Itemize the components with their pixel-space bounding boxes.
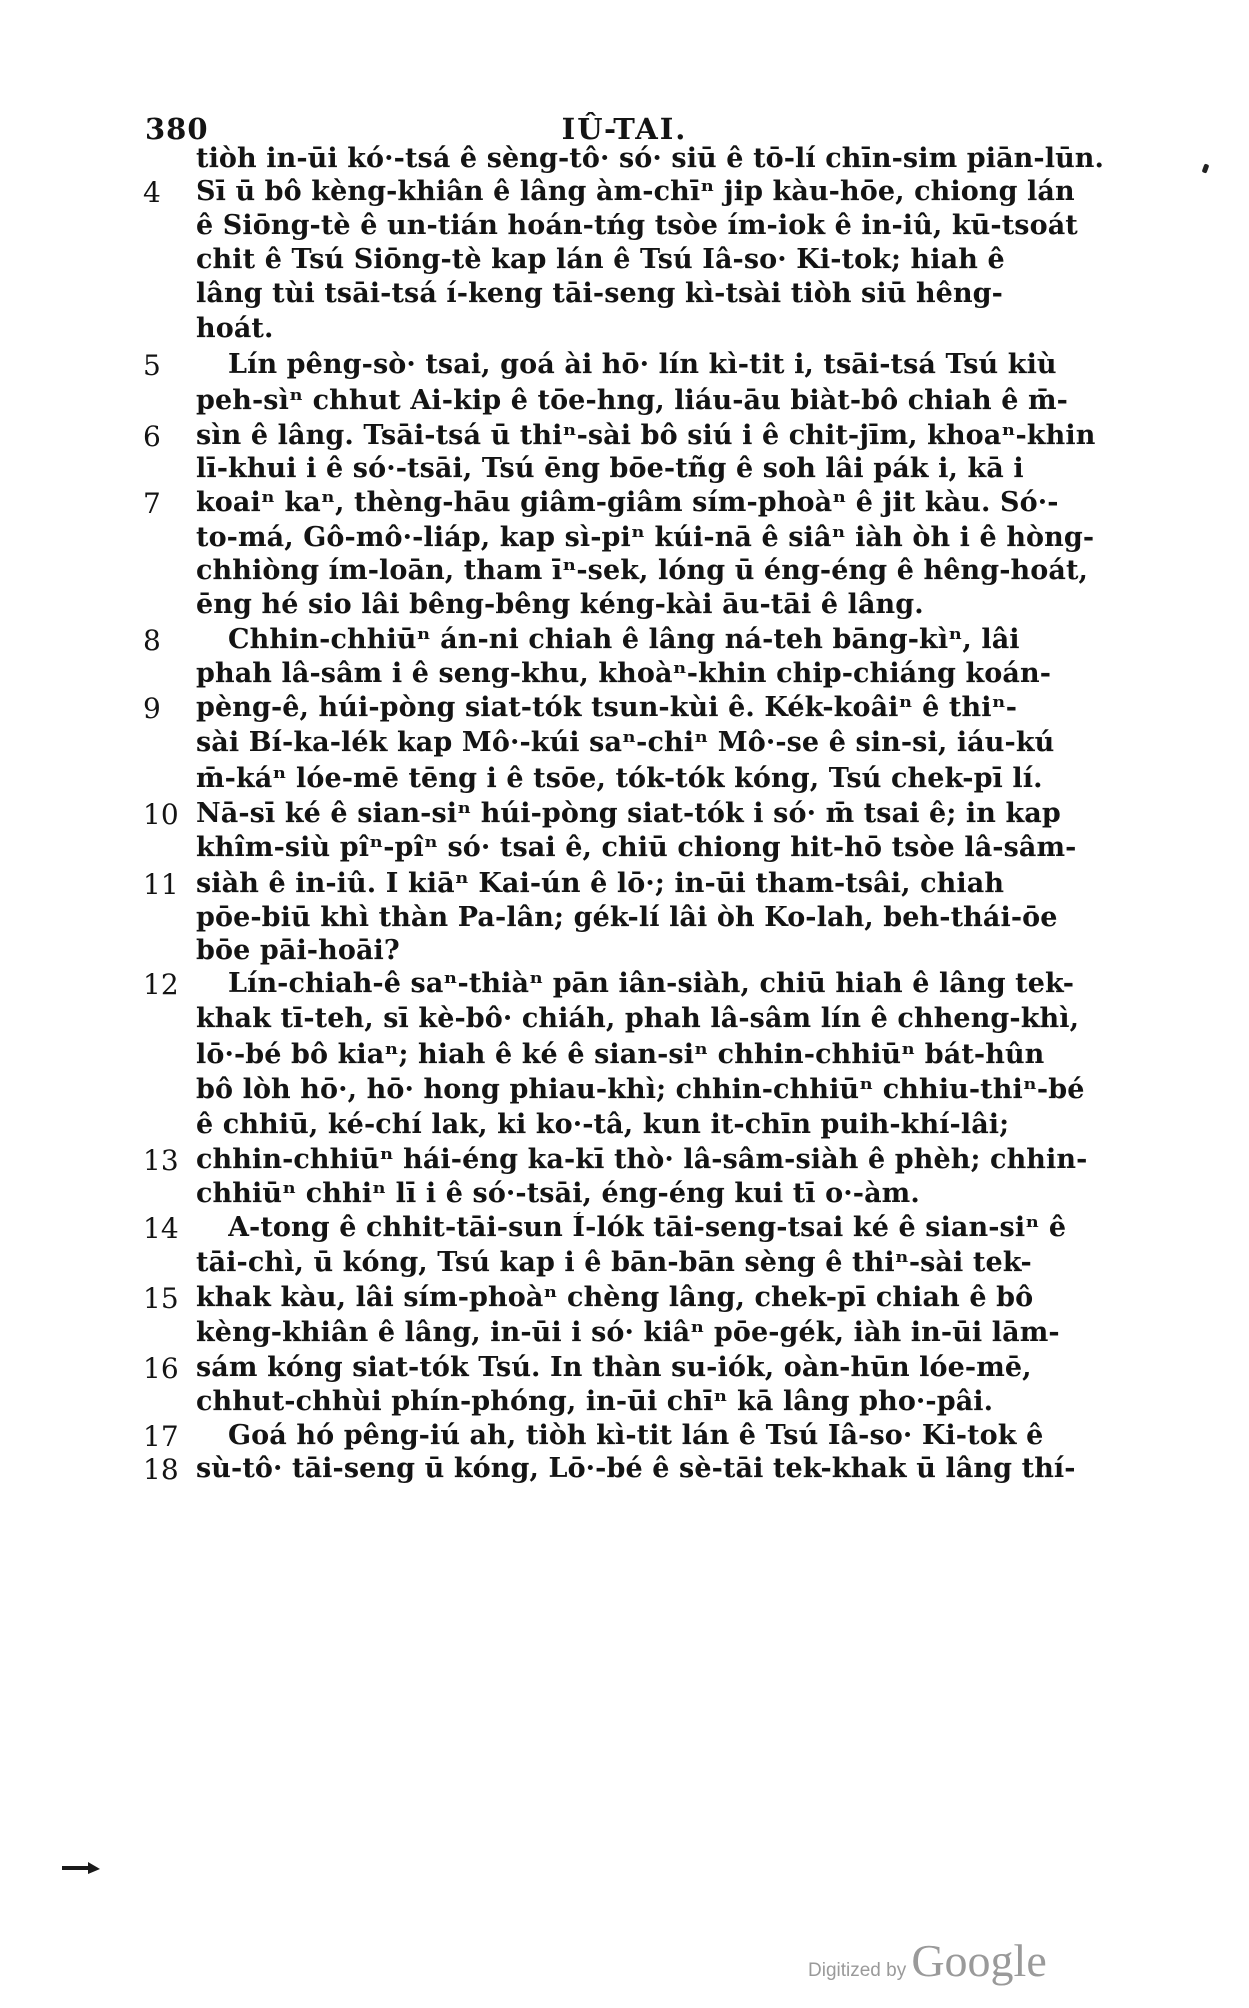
digitized-watermark	[808, 1934, 1047, 1987]
text-line: Lín-chiah-ê saⁿ-thiàⁿ pān iân-siàh, chiū hiah ê lâng tek-	[228, 968, 1075, 999]
margin-pointer-icon	[62, 1860, 102, 1880]
verse-number: 18	[143, 1453, 179, 1486]
text-line: Sī ū bô kèng-khiân ê lâng àm-chīⁿ jip kàu-hōe, chiong lán	[196, 176, 1075, 207]
running-title: IÛ-TAI.	[561, 112, 688, 146]
text-line: Lín pêng-sò· tsai, goá ài hō· lín kì-tit i, tsāi-tsá Tsú kiù	[228, 349, 1057, 380]
verse-number: 13	[143, 1144, 179, 1177]
text-line: lī-khui i ê só·-tsāi, Tsú ēng bōe-tñg ê soh lâi pák i, kā i	[196, 453, 1024, 484]
verse-number: 11	[143, 868, 179, 901]
verse-number: 15	[143, 1282, 179, 1315]
verse-number: 6	[143, 420, 161, 453]
text-line: bōe pāi-hoāi?	[196, 935, 400, 966]
text-line: Chhin-chhiūⁿ án-ni chiah ê lâng ná-teh bāng-kìⁿ, lâi	[228, 624, 1020, 655]
text-line: chhiūⁿ chhiⁿ lī i ê só·-tsāi, éng-éng kui tī o·-àm.	[196, 1178, 920, 1209]
text-line: peh-sìⁿ chhut Ai-kip ê tōe-hng, liáu-āu biàt-bô chiah ê m̄-	[196, 385, 1068, 416]
verse-number: 9	[143, 692, 161, 725]
verse-number: 16	[143, 1352, 179, 1385]
text-line: khîm-siù pîⁿ-pîⁿ só· tsai ê, chiū chiong hit-hō tsòe lâ-sâm-	[196, 832, 1077, 863]
verse-number: 12	[143, 968, 179, 1001]
text-line: sìn ê lâng. Tsāi-tsá ū thiⁿ-sài bô siú i ê chit-jīm, khoaⁿ-khin	[196, 420, 1096, 451]
text-line: kèng-khiân ê lâng, in-ūi i só· kiâⁿ pōe-gék, iàh in-ūi lām-	[196, 1317, 1060, 1348]
text-line: to-má, Gô-mô·-liáp, kap sì-piⁿ kúi-nā ê siâⁿ iàh òh i ê hòng-	[196, 522, 1095, 553]
text-line: Nā-sī ké ê sian-siⁿ húi-pòng siat-tók i só· m̄ tsai ê; in kap	[196, 798, 1061, 829]
text-line: khak tī-teh, sī kè-bô· chiáh, phah lâ-sâm lín ê chheng-khì,	[196, 1003, 1080, 1034]
google-logo-text: Google	[911, 1935, 1047, 1986]
text-line: siàh ê in-iû. I kiāⁿ Kai-ún ê lō·; in-ūi tham-tsâi, chiah	[196, 868, 1005, 899]
text-line: tiòh in-ūi kó·-tsá ê sèng-tô· só· siū ê tō-lí chīn-sim piān-lūn.	[196, 143, 1105, 174]
text-line: pèng-ê, húi-pòng siat-tók tsun-kùi ê. Kék-koâiⁿ ê thiⁿ-	[196, 692, 1018, 723]
verse-number: 17	[143, 1420, 179, 1453]
verse-number: 4	[143, 176, 161, 209]
text-line: m̄-káⁿ lóe-mē tēng i ê tsōe, tók-tók kóng, Tsú chek-pī lí.	[196, 763, 1043, 794]
text-line: hoát.	[196, 313, 274, 344]
text-line: tāi-chì, ū kóng, Tsú kap i ê bān-bān sèng ê thiⁿ-sài tek-	[196, 1247, 1032, 1278]
text-line: bô lòh hō·, hō· hong phiau-khì; chhin-chhiūⁿ chhiu-thiⁿ-bé	[196, 1074, 1085, 1105]
text-line: koaiⁿ kaⁿ, thèng-hāu giâm-giâm sím-phoàⁿ ê jit kàu. Só·-	[196, 487, 1059, 518]
text-line: chhut-chhùi phín-phóng, in-ūi chīⁿ kā lâng pho·-pâi.	[196, 1386, 994, 1417]
verse-number: 5	[143, 349, 161, 382]
verse-number: 10	[143, 798, 179, 831]
text-line: lō·-bé bô kiaⁿ; hiah ê ké ê sian-siⁿ chhin-chhiūⁿ bát-hûn	[196, 1039, 1045, 1070]
text-line: khak kàu, lâi sím-phoàⁿ chèng lâng, chek-pī chiah ê bô	[196, 1282, 1034, 1313]
text-line: chhiòng ím-loān, tham īⁿ-sek, lóng ū éng-éng ê hêng-hoát,	[196, 555, 1089, 586]
text-line: ēng hé sio lâi bêng-bêng kéng-kài āu-tāi ê lâng.	[196, 589, 924, 620]
text-line: sài Bí-ka-lék kap Mô·-kúi saⁿ-chiⁿ Mô·-se ê sin-si, iáu-kú	[196, 727, 1055, 758]
text-line: sù-tô· tāi-seng ū kóng, Lō·-bé ê sè-tāi tek-khak ū lâng thí-	[196, 1453, 1076, 1484]
text-line: ê Siōng-tè ê un-tián hoán-tńg tsòe ím-iok ê in-iû, kū-tsoát	[196, 210, 1078, 241]
text-line: ê chhiū, ké-chí lak, ki ko·-tâ, kun it-chīn puih-khí-lâi;	[196, 1109, 1010, 1140]
text-line: chit ê Tsú Siōng-tè kap lán ê Tsú Iâ-so· Ki-tok; hiah ê	[196, 244, 1005, 275]
text-line: chhin-chhiūⁿ hái-éng ka-kī thò· lâ-sâm-siàh ê phèh; chhin-	[196, 1144, 1088, 1175]
text-line: Goá hó pêng-iú ah, tiòh kì-tit lán ê Tsú Iâ-so· Ki-tok ê	[228, 1420, 1044, 1451]
verse-number: 8	[143, 624, 161, 657]
text-line: pōe-biū khì thàn Pa-lân; gék-lí lâi òh Ko-lah, beh-thái-ōe	[196, 902, 1058, 933]
verse-number: 7	[143, 487, 161, 520]
text-line: lâng tùi tsāi-tsá í-keng tāi-seng kì-tsài tiòh siū hêng-	[196, 278, 1003, 309]
verse-number: 14	[143, 1212, 179, 1245]
watermark-small-text: Digitized by	[808, 1960, 907, 1981]
page-number: 380	[145, 112, 209, 146]
text-line: phah lâ-sâm i ê seng-khu, khoàⁿ-khin chip-chiáng koán-	[196, 658, 1052, 689]
text-line: A-tong ê chhit-tāi-sun Í-lók tāi-seng-tsai ké ê sian-siⁿ ê	[228, 1212, 1067, 1243]
text-line: sám kóng siat-tók Tsú. In thàn su-iók, oàn-hūn lóe-mē,	[196, 1352, 1032, 1383]
